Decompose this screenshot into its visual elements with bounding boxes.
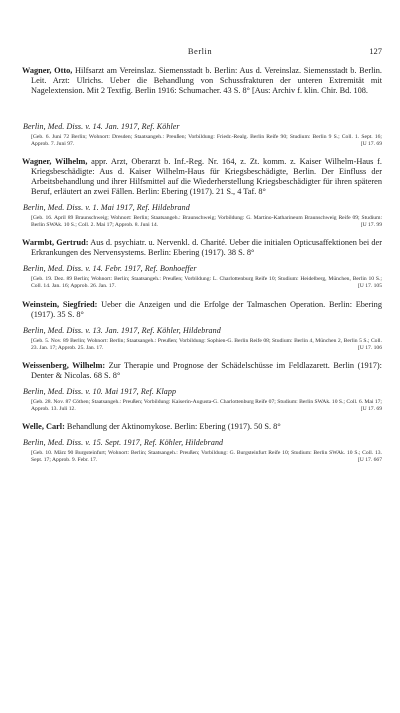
biographical-note [22,450,382,464]
author-name: Weissenberg, Wilhelm: [22,360,106,370]
dissertation-entry [22,157,382,229]
catalog-reference: [U 17. 69 [360,405,382,412]
author-name: Welle, Carl: [22,421,65,431]
catalog-reference: [U 17. 106 [357,344,382,351]
note-text: [Geb. 16. April 89 Braunschweig; Wohnort: Berlin; Staatsangeh.: Braunschweig; Vorbildung: G. Martino-Katharineum Braunschweig Reife 09; Studium: Berlin SWAk. 10 S.; Coll. 2. Mai 17; Approb. 8. Juni 14. [31,215,382,229]
entry-description: Ueber die Anzeigen und die Erfolge der Talmaschen Operation. Berlin: Ebering (1917). 35 S. 8° [31,299,382,319]
dissertation-entry [22,238,382,290]
note-text: [Geb. 19. Dez. 89 Berlin; Wohnort: Berlin; Staatsangeh.: Preußen; Vorbildung: L. Charlottenburg Reife 10; Studium: Heidelberg, München, Berlin 10 S.; Coll. 14. Jan. 16; Approb. 26. Jan. 17. [31,276,382,290]
author-name: Warmbt, Gertrud: [22,238,89,248]
note-text: [Geb. 28. Nov. 87 Cöthen; Staatsangeh.: Preußen; Vorbildung: Kaiserin-Augusta-G. Charlottenburg Reife 07; Studium: Berlin SWAk. 10 S.; Coll. 6. Mai 17; Approb. 13. Juli 12. [31,398,382,412]
entry-main-text [22,422,382,432]
entry-main-text [22,66,382,116]
entry-main-text [22,300,382,320]
dissertation-entry [22,300,382,352]
entry-main-text [22,238,382,258]
running-head [0,46,400,60]
entry-description: appr. Arzt, Oberarzt b. Inf.-Reg. Nr. 164, z. Zt. komm. z. Kaiser Wilhelm-Haus f. Kriegsbeschädigte: Aus d. Kaiser Wilhelm-Haus für Kriegsbeschädigte, Berlin. Der Einfluss der Arbeitsbehandlung und ihrer Hilfsmittel auf die Wiederherstellung Kriegsbeschädigter für ihren späteren Beruf, erläutert an zwei Fällen. Berlin: Ebering (1917). 21 S., 4 Taf. 8° [31,157,382,197]
dissertation-line: Berlin, Med. Diss. v. 1. Mai 1917, Ref. Hildebrand [23,203,190,213]
note-text: [Geb. 10. März 90 Burgsteinfurt; Wohnort: Berlin; Staatsangeh.: Preußen; Vorbildung: G. Burgsteinfurt Reife 10; Studium: Berlin SWAk. 10 S.; Coll. 13. Sept. 17; Approb. 9. Febr. 17. [31,449,382,464]
dissertation-entry [22,66,382,148]
entry-description: Behandlung der Aktinomykose. Berlin: Ebering (1917). 50 S. 8° [64,421,281,431]
biographical-note [22,399,382,413]
biographical-note [22,276,382,290]
dissertation-entry [22,361,382,413]
running-title: Berlin [187,46,213,56]
dissertation-line: Berlin, Med. Diss. v. 13. Jan. 1917, Ref. Köhler, Hildebrand [23,325,221,335]
author-name: Wagner, Wilhelm, [22,157,88,167]
author-name: Weinstein, Siegfried: [22,299,98,309]
entry-main-text [22,157,382,197]
catalog-reference: [U 17. 99 [360,222,382,229]
dissertation-entry [22,422,382,464]
dissertation-line: Berlin, Med. Diss. v. 14. Febr. 1917, Ref. Bonhoeffer [23,264,197,274]
catalog-reference: [U 17. 69 [360,141,382,148]
biographical-note [22,134,382,148]
entry-description: Aus d. psychiatr. u. Nervenkl. d. Charité. Ueber die initialen Opticusaffektionen bei der Erkrankungen des Nervensystems. Berlin: Ebering (1917). 38 S. 8° [31,238,382,258]
entry-main-text [22,361,382,381]
dissertation-line: Berlin, Med. Diss. v. 15. Sept. 1917, Ref. Köhler, Hildebrand [23,437,224,447]
dissertation-line: Berlin, Med. Diss. v. 14. Jan. 1917, Ref. Köhler [23,122,180,131]
page-number: 127 [369,46,382,56]
biographical-note [22,338,382,352]
biographical-note [22,215,382,229]
note-text: [Geb. 5. Nov. 89 Berlin; Wohnort: Berlin; Staatsangeh.: Preußen; Vorbildung: Sophien-G. Berlin Reife 08; Studium: Berlin 4, München 2, Berlin 5 S.; Coll. 23. Jan. 17; Approb. 25. Jan. 17. [31,337,382,351]
dissertation-line: Berlin, Med. Diss. v. 10. Mai 1917, Ref. Klapp [23,386,177,396]
entry-description: Hilfsarzt am Vereinslaz. Siemensstadt b. Berlin: Aus d. Vereinslaz. Siemensstadt b. Berlin. Leit. Arzt: Ulrichs. Ueber die Behandlung von Schussfrakturen der unteren Extremität mit Nagelextension. Mit 2 Textfig. Berlin 1916: Schumacher. 43 S. 8° [Aus: Archiv f. klin. Chir. Bd. 108. [31,66,382,95]
entry-description: Zur Therapie und Prognose der Schädelschüsse im Feldlazarett. Berlin (1917): Denter & Nicolas. 68 S. 8° [31,360,382,380]
catalog-reference: [U 17. 667 [357,457,382,464]
author-name: Wagner, Otto, [22,66,73,75]
catalog-reference: [U 17. 105 [357,283,382,290]
entry-list [22,66,382,473]
note-text: [Geb. 6. Juni 72 Berlin; Wohnort: Dresden; Staatsangeh.: Preußen; Vorbildung: Friedr.-Realg. Berlin Reife 90; Studium: Berlin 9 S.; Coll. 1. Sept. 16; Approb. 7. Juni 97. [31,134,382,148]
